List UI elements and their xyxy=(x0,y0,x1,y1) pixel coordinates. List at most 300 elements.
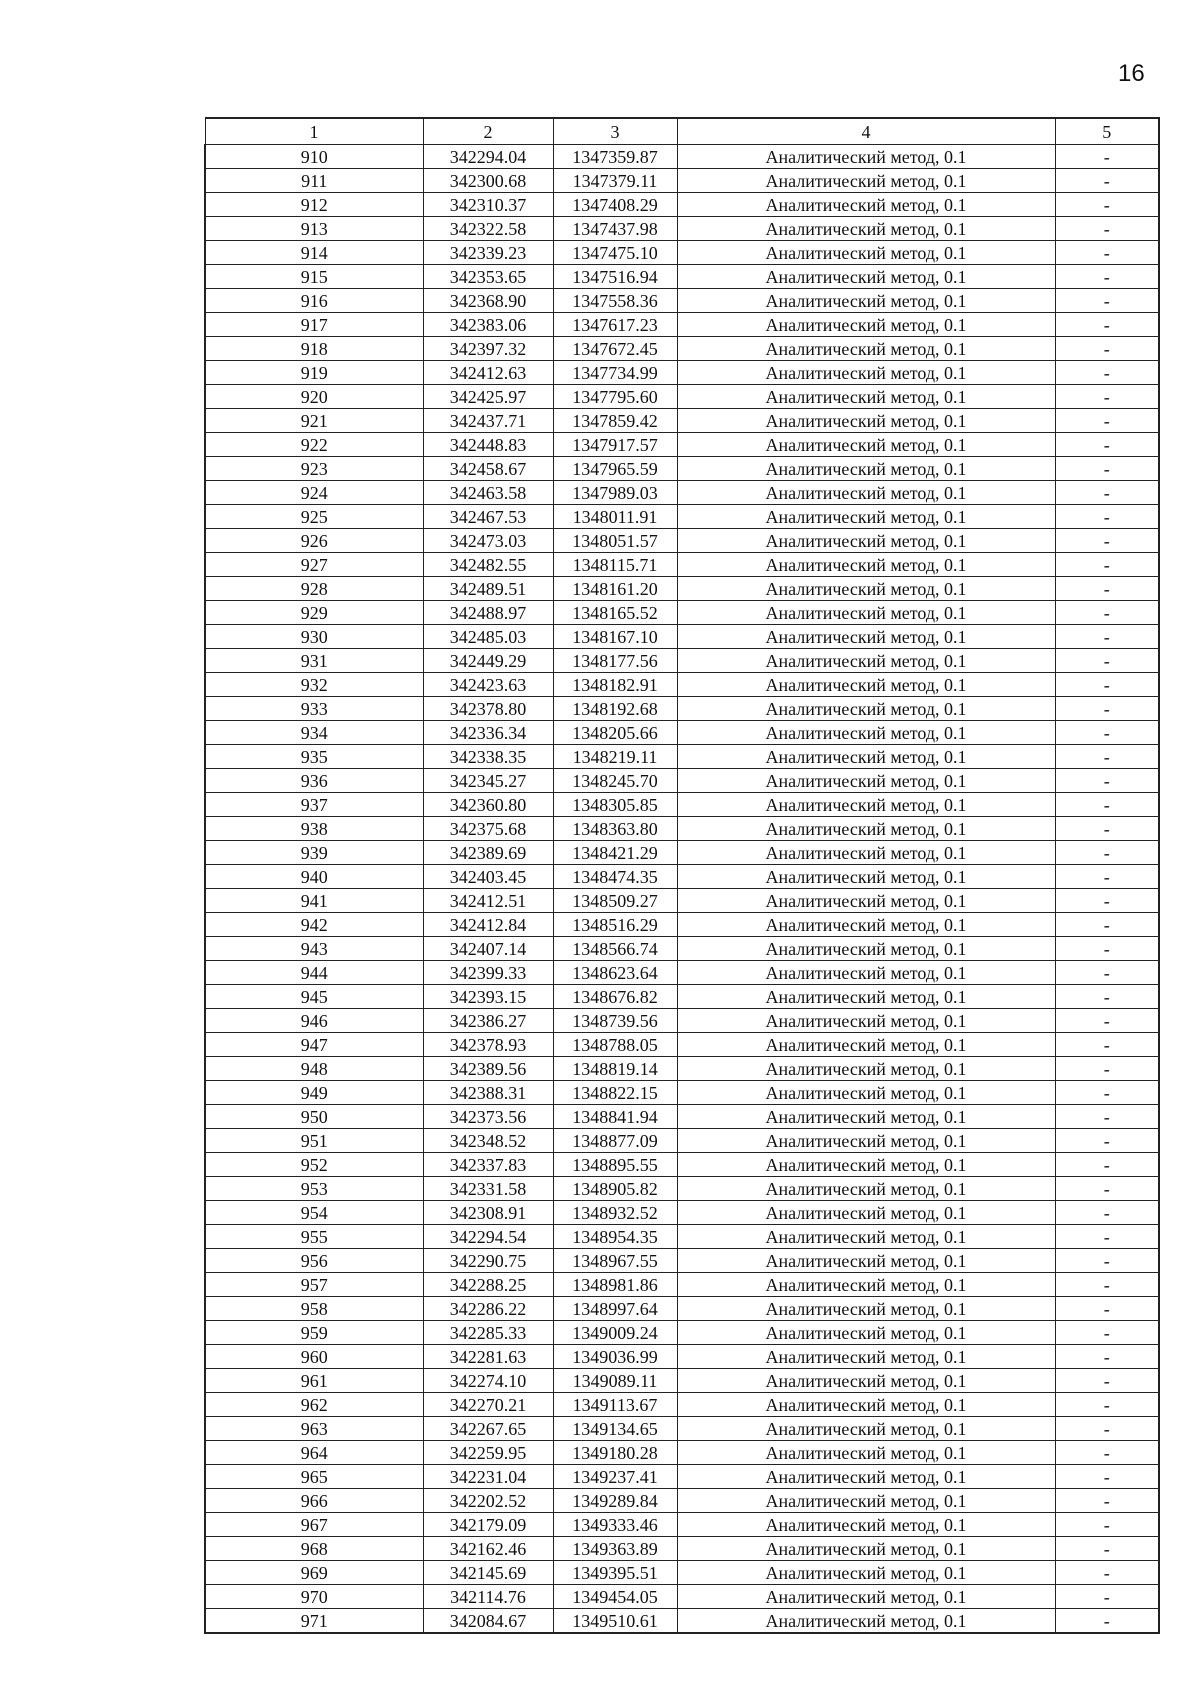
x-coordinate-cell: 342412.51 xyxy=(423,889,553,913)
y-coordinate-cell: 1347795.60 xyxy=(553,385,677,409)
table-row xyxy=(205,481,1159,505)
note-cell: - xyxy=(1055,1057,1159,1081)
x-coordinate-cell: 342114.76 xyxy=(423,1585,553,1609)
y-coordinate-cell: 1348822.15 xyxy=(553,1081,677,1105)
table-row xyxy=(205,913,1159,937)
table-row xyxy=(205,1369,1159,1393)
method-cell: Аналитический метод, 0.1 xyxy=(677,553,1055,577)
table-row xyxy=(205,1561,1159,1585)
point-number-cell: 911 xyxy=(205,169,423,193)
method-cell: Аналитический метод, 0.1 xyxy=(677,865,1055,889)
y-coordinate-cell: 1348509.27 xyxy=(553,889,677,913)
point-number-cell: 925 xyxy=(205,505,423,529)
method-cell: Аналитический метод, 0.1 xyxy=(677,1105,1055,1129)
x-coordinate-cell: 342285.33 xyxy=(423,1321,553,1345)
note-cell: - xyxy=(1055,1393,1159,1417)
x-coordinate-cell: 342331.58 xyxy=(423,1177,553,1201)
x-coordinate-cell: 342389.69 xyxy=(423,841,553,865)
x-coordinate-cell: 342448.83 xyxy=(423,433,553,457)
method-cell: Аналитический метод, 0.1 xyxy=(677,1537,1055,1561)
method-cell: Аналитический метод, 0.1 xyxy=(677,793,1055,817)
x-coordinate-cell: 342281.63 xyxy=(423,1345,553,1369)
point-number-cell: 952 xyxy=(205,1153,423,1177)
y-coordinate-cell: 1348967.55 xyxy=(553,1249,677,1273)
point-number-cell: 927 xyxy=(205,553,423,577)
point-number-cell: 956 xyxy=(205,1249,423,1273)
table-row xyxy=(205,1081,1159,1105)
x-coordinate-cell: 342339.23 xyxy=(423,241,553,265)
point-number-cell: 915 xyxy=(205,265,423,289)
y-coordinate-cell: 1348177.56 xyxy=(553,649,677,673)
method-cell: Аналитический метод, 0.1 xyxy=(677,385,1055,409)
method-cell: Аналитический метод, 0.1 xyxy=(677,577,1055,601)
method-cell: Аналитический метод, 0.1 xyxy=(677,505,1055,529)
method-cell: Аналитический метод, 0.1 xyxy=(677,337,1055,361)
point-number-cell: 953 xyxy=(205,1177,423,1201)
table-row xyxy=(205,265,1159,289)
x-coordinate-cell: 342336.34 xyxy=(423,721,553,745)
y-coordinate-cell: 1348623.64 xyxy=(553,961,677,985)
table-row xyxy=(205,625,1159,649)
y-coordinate-cell: 1347558.36 xyxy=(553,289,677,313)
table-row xyxy=(205,649,1159,673)
table-row xyxy=(205,1129,1159,1153)
y-coordinate-cell: 1348895.55 xyxy=(553,1153,677,1177)
point-number-cell: 970 xyxy=(205,1585,423,1609)
y-coordinate-cell: 1349289.84 xyxy=(553,1489,677,1513)
header-row xyxy=(205,118,1159,145)
table-body xyxy=(205,145,1159,1634)
method-cell: Аналитический метод, 0.1 xyxy=(677,1513,1055,1537)
table-row xyxy=(205,1153,1159,1177)
point-number-cell: 957 xyxy=(205,1273,423,1297)
table-row xyxy=(205,1489,1159,1513)
note-cell: - xyxy=(1055,481,1159,505)
table-row xyxy=(205,169,1159,193)
y-coordinate-cell: 1347516.94 xyxy=(553,265,677,289)
method-cell: Аналитический метод, 0.1 xyxy=(677,217,1055,241)
y-coordinate-cell: 1347672.45 xyxy=(553,337,677,361)
method-cell: Аналитический метод, 0.1 xyxy=(677,433,1055,457)
x-coordinate-cell: 342294.04 xyxy=(423,145,553,169)
point-number-cell: 959 xyxy=(205,1321,423,1345)
table-row xyxy=(205,865,1159,889)
note-cell: - xyxy=(1055,601,1159,625)
method-cell: Аналитический метод, 0.1 xyxy=(677,769,1055,793)
table-row xyxy=(205,841,1159,865)
point-number-cell: 965 xyxy=(205,1465,423,1489)
note-cell: - xyxy=(1055,1033,1159,1057)
point-number-cell: 912 xyxy=(205,193,423,217)
x-coordinate-cell: 342348.52 xyxy=(423,1129,553,1153)
table-row xyxy=(205,1345,1159,1369)
note-cell: - xyxy=(1055,1369,1159,1393)
method-cell: Аналитический метод, 0.1 xyxy=(677,1033,1055,1057)
x-coordinate-cell: 342473.03 xyxy=(423,529,553,553)
note-cell: - xyxy=(1055,409,1159,433)
method-cell: Аналитический метод, 0.1 xyxy=(677,1297,1055,1321)
point-number-cell: 934 xyxy=(205,721,423,745)
point-number-cell: 916 xyxy=(205,289,423,313)
note-cell: - xyxy=(1055,889,1159,913)
y-coordinate-cell: 1348161.20 xyxy=(553,577,677,601)
note-cell: - xyxy=(1055,313,1159,337)
note-cell: - xyxy=(1055,1585,1159,1609)
point-number-cell: 971 xyxy=(205,1609,423,1634)
method-cell: Аналитический метод, 0.1 xyxy=(677,1225,1055,1249)
note-cell: - xyxy=(1055,1273,1159,1297)
point-number-cell: 954 xyxy=(205,1201,423,1225)
point-number-cell: 955 xyxy=(205,1225,423,1249)
x-coordinate-cell: 342389.56 xyxy=(423,1057,553,1081)
note-cell: - xyxy=(1055,649,1159,673)
x-coordinate-cell: 342338.35 xyxy=(423,745,553,769)
x-coordinate-cell: 342488.97 xyxy=(423,601,553,625)
note-cell: - xyxy=(1055,577,1159,601)
x-coordinate-cell: 342345.27 xyxy=(423,769,553,793)
note-cell: - xyxy=(1055,985,1159,1009)
table-row xyxy=(205,553,1159,577)
point-number-cell: 958 xyxy=(205,1297,423,1321)
y-coordinate-cell: 1347734.99 xyxy=(553,361,677,385)
y-coordinate-cell: 1348877.09 xyxy=(553,1129,677,1153)
y-coordinate-cell: 1349510.61 xyxy=(553,1609,677,1634)
method-cell: Аналитический метод, 0.1 xyxy=(677,1081,1055,1105)
table-row xyxy=(205,1249,1159,1273)
table-header xyxy=(205,118,1159,145)
table-row xyxy=(205,961,1159,985)
y-coordinate-cell: 1349036.99 xyxy=(553,1345,677,1369)
point-number-cell: 944 xyxy=(205,961,423,985)
y-coordinate-cell: 1348182.91 xyxy=(553,673,677,697)
note-cell: - xyxy=(1055,769,1159,793)
method-cell: Аналитический метод, 0.1 xyxy=(677,481,1055,505)
x-coordinate-cell: 342310.37 xyxy=(423,193,553,217)
point-number-cell: 948 xyxy=(205,1057,423,1081)
y-coordinate-cell: 1349454.05 xyxy=(553,1585,677,1609)
x-coordinate-cell: 342378.93 xyxy=(423,1033,553,1057)
table-row xyxy=(205,673,1159,697)
point-number-cell: 917 xyxy=(205,313,423,337)
table-row xyxy=(205,361,1159,385)
y-coordinate-cell: 1347917.57 xyxy=(553,433,677,457)
note-cell: - xyxy=(1055,553,1159,577)
method-cell: Аналитический метод, 0.1 xyxy=(677,241,1055,265)
column-header: 4 xyxy=(677,118,1055,145)
method-cell: Аналитический метод, 0.1 xyxy=(677,1201,1055,1225)
method-cell: Аналитический метод, 0.1 xyxy=(677,889,1055,913)
y-coordinate-cell: 1347989.03 xyxy=(553,481,677,505)
point-number-cell: 914 xyxy=(205,241,423,265)
method-cell: Аналитический метод, 0.1 xyxy=(677,1321,1055,1345)
x-coordinate-cell: 342084.67 xyxy=(423,1609,553,1634)
y-coordinate-cell: 1348676.82 xyxy=(553,985,677,1009)
y-coordinate-cell: 1348566.74 xyxy=(553,937,677,961)
point-number-cell: 931 xyxy=(205,649,423,673)
note-cell: - xyxy=(1055,505,1159,529)
note-cell: - xyxy=(1055,169,1159,193)
method-cell: Аналитический метод, 0.1 xyxy=(677,1273,1055,1297)
point-number-cell: 968 xyxy=(205,1537,423,1561)
x-coordinate-cell: 342337.83 xyxy=(423,1153,553,1177)
method-cell: Аналитический метод, 0.1 xyxy=(677,625,1055,649)
y-coordinate-cell: 1347379.11 xyxy=(553,169,677,193)
x-coordinate-cell: 342353.65 xyxy=(423,265,553,289)
y-coordinate-cell: 1348165.52 xyxy=(553,601,677,625)
x-coordinate-cell: 342449.29 xyxy=(423,649,553,673)
note-cell: - xyxy=(1055,625,1159,649)
note-cell: - xyxy=(1055,745,1159,769)
x-coordinate-cell: 342482.55 xyxy=(423,553,553,577)
note-cell: - xyxy=(1055,1249,1159,1273)
y-coordinate-cell: 1348363.80 xyxy=(553,817,677,841)
note-cell: - xyxy=(1055,1177,1159,1201)
method-cell: Аналитический метод, 0.1 xyxy=(677,1057,1055,1081)
method-cell: Аналитический метод, 0.1 xyxy=(677,1369,1055,1393)
y-coordinate-cell: 1347617.23 xyxy=(553,313,677,337)
point-number-cell: 940 xyxy=(205,865,423,889)
x-coordinate-cell: 342386.27 xyxy=(423,1009,553,1033)
x-coordinate-cell: 342423.63 xyxy=(423,673,553,697)
y-coordinate-cell: 1347437.98 xyxy=(553,217,677,241)
method-cell: Аналитический метод, 0.1 xyxy=(677,529,1055,553)
coordinates-table xyxy=(204,117,1160,1634)
x-coordinate-cell: 342378.80 xyxy=(423,697,553,721)
y-coordinate-cell: 1348205.66 xyxy=(553,721,677,745)
table-row xyxy=(205,1609,1159,1634)
x-coordinate-cell: 342393.15 xyxy=(423,985,553,1009)
x-coordinate-cell: 342179.09 xyxy=(423,1513,553,1537)
method-cell: Аналитический метод, 0.1 xyxy=(677,1249,1055,1273)
table-row xyxy=(205,193,1159,217)
column-header: 1 xyxy=(205,118,423,145)
note-cell: - xyxy=(1055,217,1159,241)
table-row xyxy=(205,889,1159,913)
point-number-cell: 963 xyxy=(205,1417,423,1441)
method-cell: Аналитический метод, 0.1 xyxy=(677,937,1055,961)
x-coordinate-cell: 342485.03 xyxy=(423,625,553,649)
x-coordinate-cell: 342270.21 xyxy=(423,1393,553,1417)
note-cell: - xyxy=(1055,1465,1159,1489)
table-row xyxy=(205,1033,1159,1057)
note-cell: - xyxy=(1055,1129,1159,1153)
method-cell: Аналитический метод, 0.1 xyxy=(677,169,1055,193)
note-cell: - xyxy=(1055,385,1159,409)
table-row xyxy=(205,1321,1159,1345)
y-coordinate-cell: 1348192.68 xyxy=(553,697,677,721)
table-row xyxy=(205,745,1159,769)
x-coordinate-cell: 342458.67 xyxy=(423,457,553,481)
note-cell: - xyxy=(1055,673,1159,697)
note-cell: - xyxy=(1055,961,1159,985)
note-cell: - xyxy=(1055,865,1159,889)
note-cell: - xyxy=(1055,1513,1159,1537)
y-coordinate-cell: 1348167.10 xyxy=(553,625,677,649)
point-number-cell: 967 xyxy=(205,1513,423,1537)
table-row xyxy=(205,1009,1159,1033)
point-number-cell: 926 xyxy=(205,529,423,553)
table-row xyxy=(205,217,1159,241)
y-coordinate-cell: 1349180.28 xyxy=(553,1441,677,1465)
y-coordinate-cell: 1347475.10 xyxy=(553,241,677,265)
method-cell: Аналитический метод, 0.1 xyxy=(677,1465,1055,1489)
x-coordinate-cell: 342375.68 xyxy=(423,817,553,841)
table-row xyxy=(205,577,1159,601)
point-number-cell: 910 xyxy=(205,145,423,169)
point-number-cell: 933 xyxy=(205,697,423,721)
table-row xyxy=(205,1537,1159,1561)
note-cell: - xyxy=(1055,289,1159,313)
y-coordinate-cell: 1349009.24 xyxy=(553,1321,677,1345)
table-row xyxy=(205,1201,1159,1225)
point-number-cell: 947 xyxy=(205,1033,423,1057)
y-coordinate-cell: 1348819.14 xyxy=(553,1057,677,1081)
point-number-cell: 929 xyxy=(205,601,423,625)
table-row xyxy=(205,145,1159,169)
note-cell: - xyxy=(1055,433,1159,457)
note-cell: - xyxy=(1055,937,1159,961)
y-coordinate-cell: 1348788.05 xyxy=(553,1033,677,1057)
y-coordinate-cell: 1349113.67 xyxy=(553,1393,677,1417)
x-coordinate-cell: 342399.33 xyxy=(423,961,553,985)
point-number-cell: 922 xyxy=(205,433,423,457)
point-number-cell: 946 xyxy=(205,1009,423,1033)
method-cell: Аналитический метод, 0.1 xyxy=(677,913,1055,937)
x-coordinate-cell: 342373.56 xyxy=(423,1105,553,1129)
x-coordinate-cell: 342290.75 xyxy=(423,1249,553,1273)
note-cell: - xyxy=(1055,1537,1159,1561)
y-coordinate-cell: 1349333.46 xyxy=(553,1513,677,1537)
point-number-cell: 949 xyxy=(205,1081,423,1105)
point-number-cell: 950 xyxy=(205,1105,423,1129)
point-number-cell: 930 xyxy=(205,625,423,649)
y-coordinate-cell: 1347408.29 xyxy=(553,193,677,217)
method-cell: Аналитический метод, 0.1 xyxy=(677,409,1055,433)
note-cell: - xyxy=(1055,337,1159,361)
method-cell: Аналитический метод, 0.1 xyxy=(677,961,1055,985)
y-coordinate-cell: 1347859.42 xyxy=(553,409,677,433)
note-cell: - xyxy=(1055,1009,1159,1033)
method-cell: Аналитический метод, 0.1 xyxy=(677,289,1055,313)
table-row xyxy=(205,937,1159,961)
method-cell: Аналитический метод, 0.1 xyxy=(677,1393,1055,1417)
note-cell: - xyxy=(1055,841,1159,865)
method-cell: Аналитический метод, 0.1 xyxy=(677,361,1055,385)
table-row xyxy=(205,1225,1159,1249)
table-row xyxy=(205,313,1159,337)
table-row xyxy=(205,721,1159,745)
table-row xyxy=(205,1393,1159,1417)
note-cell: - xyxy=(1055,241,1159,265)
column-header: 2 xyxy=(423,118,553,145)
note-cell: - xyxy=(1055,1561,1159,1585)
method-cell: Аналитический метод, 0.1 xyxy=(677,1585,1055,1609)
note-cell: - xyxy=(1055,1081,1159,1105)
y-coordinate-cell: 1349134.65 xyxy=(553,1417,677,1441)
y-coordinate-cell: 1348421.29 xyxy=(553,841,677,865)
point-number-cell: 935 xyxy=(205,745,423,769)
note-cell: - xyxy=(1055,913,1159,937)
note-cell: - xyxy=(1055,145,1159,169)
note-cell: - xyxy=(1055,721,1159,745)
point-number-cell: 924 xyxy=(205,481,423,505)
table-row xyxy=(205,409,1159,433)
x-coordinate-cell: 342412.84 xyxy=(423,913,553,937)
y-coordinate-cell: 1348219.11 xyxy=(553,745,677,769)
point-number-cell: 943 xyxy=(205,937,423,961)
note-cell: - xyxy=(1055,193,1159,217)
method-cell: Аналитический метод, 0.1 xyxy=(677,1177,1055,1201)
note-cell: - xyxy=(1055,1225,1159,1249)
y-coordinate-cell: 1349363.89 xyxy=(553,1537,677,1561)
point-number-cell: 938 xyxy=(205,817,423,841)
note-cell: - xyxy=(1055,1417,1159,1441)
point-number-cell: 923 xyxy=(205,457,423,481)
y-coordinate-cell: 1349237.41 xyxy=(553,1465,677,1489)
method-cell: Аналитический метод, 0.1 xyxy=(677,985,1055,1009)
method-cell: Аналитический метод, 0.1 xyxy=(677,193,1055,217)
method-cell: Аналитический метод, 0.1 xyxy=(677,1129,1055,1153)
x-coordinate-cell: 342259.95 xyxy=(423,1441,553,1465)
method-cell: Аналитический метод, 0.1 xyxy=(677,1609,1055,1634)
y-coordinate-cell: 1348905.82 xyxy=(553,1177,677,1201)
table-row xyxy=(205,433,1159,457)
table-row xyxy=(205,1513,1159,1537)
note-cell: - xyxy=(1055,817,1159,841)
table-row xyxy=(205,505,1159,529)
note-cell: - xyxy=(1055,1297,1159,1321)
y-coordinate-cell: 1348011.91 xyxy=(553,505,677,529)
x-coordinate-cell: 342322.58 xyxy=(423,217,553,241)
table-row xyxy=(205,1105,1159,1129)
y-coordinate-cell: 1348245.70 xyxy=(553,769,677,793)
point-number-cell: 920 xyxy=(205,385,423,409)
note-cell: - xyxy=(1055,1489,1159,1513)
table-row xyxy=(205,457,1159,481)
x-coordinate-cell: 342397.32 xyxy=(423,337,553,361)
method-cell: Аналитический метод, 0.1 xyxy=(677,1009,1055,1033)
y-coordinate-cell: 1349089.11 xyxy=(553,1369,677,1393)
point-number-cell: 962 xyxy=(205,1393,423,1417)
x-coordinate-cell: 342267.65 xyxy=(423,1417,553,1441)
x-coordinate-cell: 342403.45 xyxy=(423,865,553,889)
method-cell: Аналитический метод, 0.1 xyxy=(677,1489,1055,1513)
method-cell: Аналитический метод, 0.1 xyxy=(677,145,1055,169)
note-cell: - xyxy=(1055,1153,1159,1177)
y-coordinate-cell: 1347965.59 xyxy=(553,457,677,481)
x-coordinate-cell: 342437.71 xyxy=(423,409,553,433)
y-coordinate-cell: 1349395.51 xyxy=(553,1561,677,1585)
x-coordinate-cell: 342368.90 xyxy=(423,289,553,313)
point-number-cell: 941 xyxy=(205,889,423,913)
x-coordinate-cell: 342308.91 xyxy=(423,1201,553,1225)
table-row xyxy=(205,529,1159,553)
point-number-cell: 945 xyxy=(205,985,423,1009)
x-coordinate-cell: 342294.54 xyxy=(423,1225,553,1249)
column-header: 3 xyxy=(553,118,677,145)
x-coordinate-cell: 342467.53 xyxy=(423,505,553,529)
table-row xyxy=(205,769,1159,793)
table-row xyxy=(205,817,1159,841)
method-cell: Аналитический метод, 0.1 xyxy=(677,601,1055,625)
note-cell: - xyxy=(1055,265,1159,289)
x-coordinate-cell: 342360.80 xyxy=(423,793,553,817)
table-row xyxy=(205,697,1159,721)
note-cell: - xyxy=(1055,1321,1159,1345)
table-row xyxy=(205,985,1159,1009)
method-cell: Аналитический метод, 0.1 xyxy=(677,265,1055,289)
x-coordinate-cell: 342383.06 xyxy=(423,313,553,337)
